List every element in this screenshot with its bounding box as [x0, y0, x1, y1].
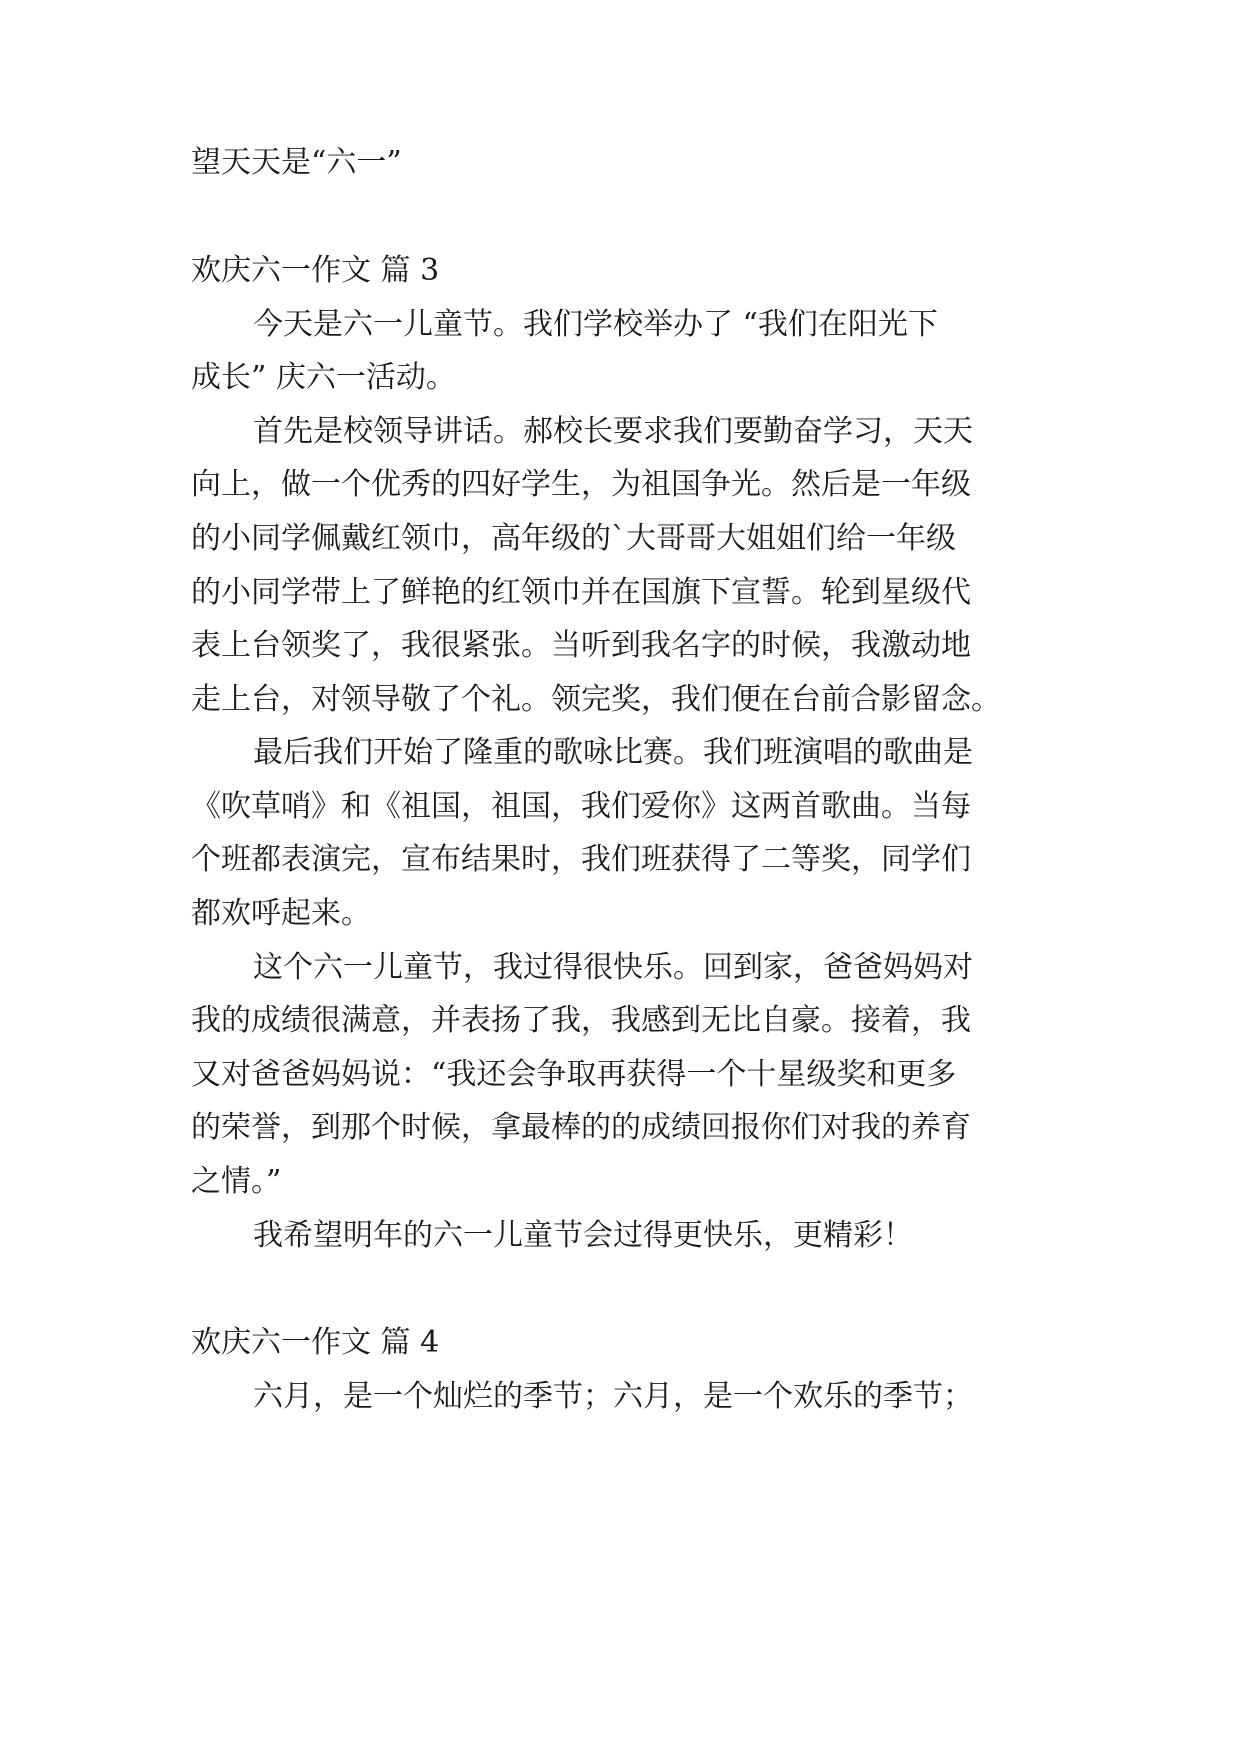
text-line: 之情。” [191, 1164, 282, 1199]
text-line: 成长” 庆六一活动。 [191, 360, 456, 395]
text-line: 我的成绩很满意，并表扬了我，我感到无比自豪。接着，我 [191, 1003, 971, 1038]
text-line: 《吹草哨》和《祖国，祖国，我们爱你》这两首歌曲。当每 [191, 789, 971, 824]
text-line: 都欢呼起来。 [191, 896, 371, 931]
section-heading: 欢庆六一作文 篇 3 [191, 253, 440, 288]
paragraph-first-line: 六月，是一个灿烂的季节；六月，是一个欢乐的季节； [253, 1379, 973, 1414]
text-line: 的小同学带上了鲜艳的红领巾并在国旗下宣誓。轮到星级代 [191, 575, 971, 610]
text-line: 又对爸爸妈妈说：“我还会争取再获得一个十星级奖和更多 [191, 1057, 957, 1092]
text-line: 个班都表演完，宣布结果时，我们班获得了二等奖，同学们 [191, 842, 971, 877]
text-line: 的荣誉，到那个时候，拿最棒的的成绩回报你们对我的养育 [191, 1110, 971, 1145]
paragraph-first-line: 今天是六一儿童节。我们学校举办了 “我们在阳光下 [253, 307, 938, 342]
text-line: 望天天是“六一” [191, 145, 402, 180]
text-line: 的小同学佩戴红领巾，高年级的`大哥哥大姐姐们给一年级 [191, 521, 956, 556]
text-line: 表上台领奖了，我很紧张。当听到我名字的时候，我激动地 [191, 628, 971, 663]
paragraph-first-line: 我希望明年的六一儿童节会过得更快乐，更精彩！ [253, 1218, 913, 1253]
section-heading: 欢庆六一作文 篇 4 [191, 1325, 440, 1360]
paragraph-first-line: 首先是校领导讲话。郝校长要求我们要勤奋学习，天天 [253, 414, 973, 449]
text-line: 走上台，对领导敬了个礼。领完奖，我们便在台前合影留念。 [191, 682, 1001, 717]
paragraph-first-line: 这个六一儿童节，我过得很快乐。回到家，爸爸妈妈对 [253, 950, 973, 985]
paragraph-first-line: 最后我们开始了隆重的歌咏比赛。我们班演唱的歌曲是 [253, 735, 973, 770]
text-line: 向上，做一个优秀的四好学生，为祖国争光。然后是一年级 [191, 467, 971, 502]
